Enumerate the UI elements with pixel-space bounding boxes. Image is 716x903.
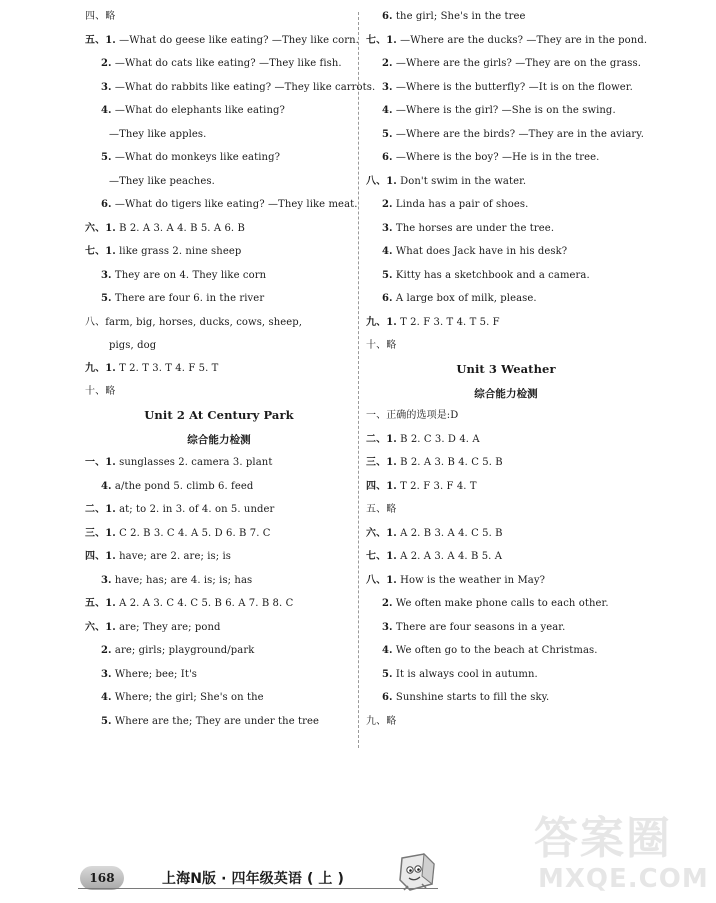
answer-text: are; They are; pond	[115, 621, 221, 633]
answer-line	[85, 57, 342, 70]
answer-line	[85, 385, 115, 398]
answer-text: —They like peaches.	[109, 175, 215, 187]
answer-line	[366, 245, 567, 258]
answer-line	[366, 269, 590, 282]
answer-text: Sunshine starts to fill the sky.	[392, 692, 550, 703]
answer-line	[85, 128, 206, 141]
watermark-text-bottom: MXQE.COM	[538, 864, 709, 894]
item-number: 3.	[101, 269, 112, 281]
item-number: 2.	[382, 598, 393, 609]
answer-text: 十、略	[85, 385, 116, 397]
answer-text: They are on 4. They like corn	[111, 269, 267, 281]
item-number: 三、1.	[85, 527, 116, 539]
answer-text: It is always cool in autumn.	[392, 668, 538, 680]
item-number: 6.	[101, 199, 112, 210]
answer-line	[366, 128, 644, 141]
item-number: 2.	[101, 645, 112, 656]
answer-line	[85, 316, 302, 329]
answer-text: Where are the; They are under the tree	[111, 715, 320, 727]
answer-text: 一、正确的选项是:D	[366, 410, 459, 421]
item-number: 二、1.	[366, 433, 397, 445]
answer-line	[366, 715, 396, 728]
answer-text: are; girls; playground/park	[111, 645, 255, 656]
answer-line	[85, 715, 319, 728]
item-number: 四、1.	[366, 480, 397, 492]
answer-text: the girl; She's in the tree	[392, 11, 526, 22]
answer-text: B 2. C 3. D 4. A	[396, 433, 480, 445]
answer-line	[366, 668, 538, 681]
answer-line	[85, 198, 358, 211]
item-number: 5.	[101, 152, 112, 163]
answer-line	[85, 574, 252, 587]
answer-line	[366, 34, 647, 47]
item-number: 5.	[382, 128, 393, 140]
answer-text: A large box of milk, please.	[392, 293, 537, 304]
answer-line	[366, 175, 526, 188]
answer-line	[366, 644, 598, 657]
answer-line	[366, 433, 480, 446]
answer-text: a/the pond 5. climb 6. feed	[111, 480, 254, 492]
answer-text: —They like apples.	[109, 128, 207, 140]
item-number: 3.	[101, 574, 112, 586]
answer-line	[85, 362, 218, 375]
answer-line	[366, 456, 503, 469]
watermark-text-top: 答案圈	[534, 813, 672, 864]
section-subheading	[85, 432, 353, 447]
answer-text: We often go to the beach at Christmas.	[392, 645, 598, 656]
answer-text: 十、略	[366, 339, 397, 351]
answer-text: 综合能力检测	[187, 434, 251, 446]
answer-line	[366, 339, 396, 352]
answer-line	[85, 668, 197, 681]
answer-line	[85, 527, 271, 540]
item-number: 4.	[101, 692, 112, 703]
item-number: 五、1.	[85, 34, 116, 46]
column-divider	[358, 12, 359, 748]
answer-text: B 2. A 3. A 4. B 5. A 6. B	[115, 222, 245, 234]
answer-text: 八、farm, big, horses, ducks, cows, sheep,	[85, 316, 303, 328]
answer-line	[366, 480, 477, 493]
item-number: 3.	[101, 81, 112, 93]
unit-heading	[366, 362, 646, 376]
answer-text: 综合能力检测	[474, 387, 538, 400]
answer-line	[366, 81, 633, 94]
answer-line	[85, 621, 221, 634]
item-number: 6.	[382, 293, 393, 304]
footer-rule	[78, 888, 438, 889]
answer-line	[366, 409, 458, 422]
page-number: 168	[80, 866, 124, 890]
answer-text: The horses are under the tree.	[392, 222, 555, 234]
item-number: 4.	[101, 105, 112, 116]
answer-text: like grass 2. nine sheep	[115, 246, 242, 257]
answer-line	[366, 57, 641, 70]
item-number: 2.	[382, 199, 393, 210]
answer-text: Linda has a pair of shoes.	[392, 199, 529, 210]
answer-line	[366, 503, 396, 516]
answer-line	[85, 245, 241, 258]
answer-text: What does Jack have in his desk?	[392, 246, 568, 257]
answer-line	[366, 316, 500, 329]
answer-line	[366, 691, 549, 704]
answer-text: A 2. A 3. A 4. B 5. A	[396, 551, 503, 562]
answer-line	[85, 480, 253, 493]
watermark-logo	[524, 800, 714, 900]
answer-line	[85, 151, 280, 164]
answer-line	[366, 527, 503, 540]
unit-heading	[85, 408, 353, 422]
item-number: 四、1.	[85, 551, 116, 562]
item-number: 3.	[382, 81, 393, 93]
item-number: 6.	[382, 692, 393, 703]
answer-text: C 2. B 3. C 4. A 5. D 6. B 7. C	[115, 527, 271, 539]
item-number: 六、1.	[85, 222, 116, 234]
answer-text: pigs, dog	[109, 339, 157, 351]
item-number: 五、1.	[85, 598, 116, 609]
item-number: 七、1.	[366, 34, 397, 46]
answer-text: Where; the girl; She's on the	[111, 692, 264, 703]
answer-text: —Where are the birds? —They are in the aviary.	[392, 128, 645, 140]
answer-line	[366, 10, 526, 23]
answer-line	[85, 550, 231, 563]
item-number: 三、1.	[366, 457, 397, 468]
item-number: 5.	[382, 269, 393, 281]
item-number: 6.	[382, 152, 393, 163]
item-number: 3.	[382, 222, 393, 234]
answer-line	[85, 503, 274, 516]
answer-text: —What do elephants like eating?	[111, 105, 285, 116]
answer-text: —What do tigers like eating? —They like meat.	[111, 199, 358, 210]
answer-text: 四、略	[85, 11, 116, 22]
answer-text: Don't swim in the water.	[396, 175, 527, 187]
item-number: 4.	[101, 480, 112, 492]
answer-text: have; has; are 4. is; is; has	[111, 574, 253, 586]
item-number: 4.	[382, 645, 393, 656]
item-number: 六、1.	[85, 621, 116, 633]
item-number: 六、1.	[366, 527, 397, 539]
answer-text: T 2. F 3. F 4. T	[396, 480, 477, 492]
answer-text: T 2. F 3. T 4. T 5. F	[396, 316, 500, 328]
answer-text: —Where is the butterfly? —It is on the flower.	[392, 81, 633, 93]
answer-text: Where; bee; It's	[111, 668, 198, 680]
item-number: 5.	[382, 668, 393, 680]
answer-line	[85, 81, 375, 94]
answer-line	[85, 691, 264, 704]
answer-line	[366, 292, 537, 305]
answer-line	[366, 597, 609, 610]
answer-text: —Where are the girls? —They are on the grass.	[392, 58, 642, 69]
answer-text: have; are 2. are; is; is	[115, 551, 232, 562]
answer-line	[85, 292, 264, 305]
item-number: 6.	[382, 11, 393, 22]
answer-line	[85, 222, 245, 235]
answer-text: B 2. A 3. B 4. C 5. B	[396, 457, 503, 468]
answer-line	[85, 644, 254, 657]
item-number: 4.	[382, 246, 393, 257]
answer-text: —Where is the girl? —She is on the swing.	[392, 105, 616, 116]
item-number: 3.	[101, 668, 112, 680]
answer-text: —Where is the boy? —He is in the tree.	[392, 152, 600, 163]
answer-line	[85, 104, 285, 117]
item-number: 5.	[101, 715, 112, 727]
answer-text: A 2. A 3. C 4. C 5. B 6. A 7. B 8. C	[115, 598, 294, 609]
answer-text: Unit 2 At Century Park	[144, 408, 294, 422]
item-number: 八、1.	[366, 175, 397, 187]
answer-line	[366, 198, 528, 211]
answer-line	[85, 269, 266, 282]
answer-line	[366, 574, 545, 587]
item-number: 七、1.	[85, 246, 116, 257]
item-number: 九、1.	[85, 362, 116, 374]
answer-text: How is the weather in May?	[396, 574, 546, 586]
item-number: 八、1.	[366, 574, 397, 586]
answer-line	[85, 456, 272, 469]
answer-text: Kitty has a sketchbook and a camera.	[392, 269, 590, 281]
item-number: 九、1.	[366, 316, 397, 328]
section-subheading	[366, 386, 646, 401]
answer-text: We often make phone calls to each other.	[392, 598, 609, 609]
answer-line	[366, 104, 616, 117]
answer-line	[366, 550, 502, 563]
answer-line	[366, 222, 554, 235]
answer-text: There are four 6. in the river	[111, 293, 265, 304]
answer-line	[85, 34, 359, 47]
answer-text: —What do cats like eating? —They like fish.	[111, 58, 342, 69]
answer-line	[85, 10, 115, 23]
answer-text: sunglasses 2. camera 3. plant	[115, 457, 273, 468]
item-number: 4.	[382, 105, 393, 116]
footer-book-title: 上海N版 · 四年级英语 ( 上 )	[162, 871, 345, 887]
answer-line	[366, 621, 565, 634]
item-number: 5.	[101, 293, 112, 304]
answer-line	[85, 339, 156, 352]
item-number: 二、1.	[85, 504, 116, 515]
answer-text: —What do rabbits like eating? —They like carrots.	[111, 81, 376, 93]
answer-line	[85, 597, 293, 610]
answer-text: 九、略	[366, 715, 397, 727]
item-number: 2.	[382, 58, 393, 69]
answer-line	[366, 151, 599, 164]
item-number: 3.	[382, 621, 393, 633]
answer-text: There are four seasons in a year.	[392, 621, 566, 633]
answer-line	[85, 175, 215, 188]
answer-text: 五、略	[366, 504, 397, 515]
answer-text: at; to 2. in 3. of 4. on 5. under	[115, 504, 275, 515]
answer-text: Unit 3 Weather	[456, 361, 556, 376]
item-number: 一、1.	[85, 457, 116, 468]
item-number: 2.	[101, 58, 112, 69]
item-number: 七、1.	[366, 551, 397, 562]
answer-text: —Where are the ducks? —They are in the pond.	[396, 34, 648, 46]
answer-text: A 2. B 3. A 4. C 5. B	[396, 527, 503, 539]
answer-text: T 2. T 3. T 4. F 5. T	[115, 362, 219, 374]
answer-text: —What do geese like eating? —They like corn.	[115, 34, 359, 46]
answer-text: —What do monkeys like eating?	[111, 152, 281, 163]
